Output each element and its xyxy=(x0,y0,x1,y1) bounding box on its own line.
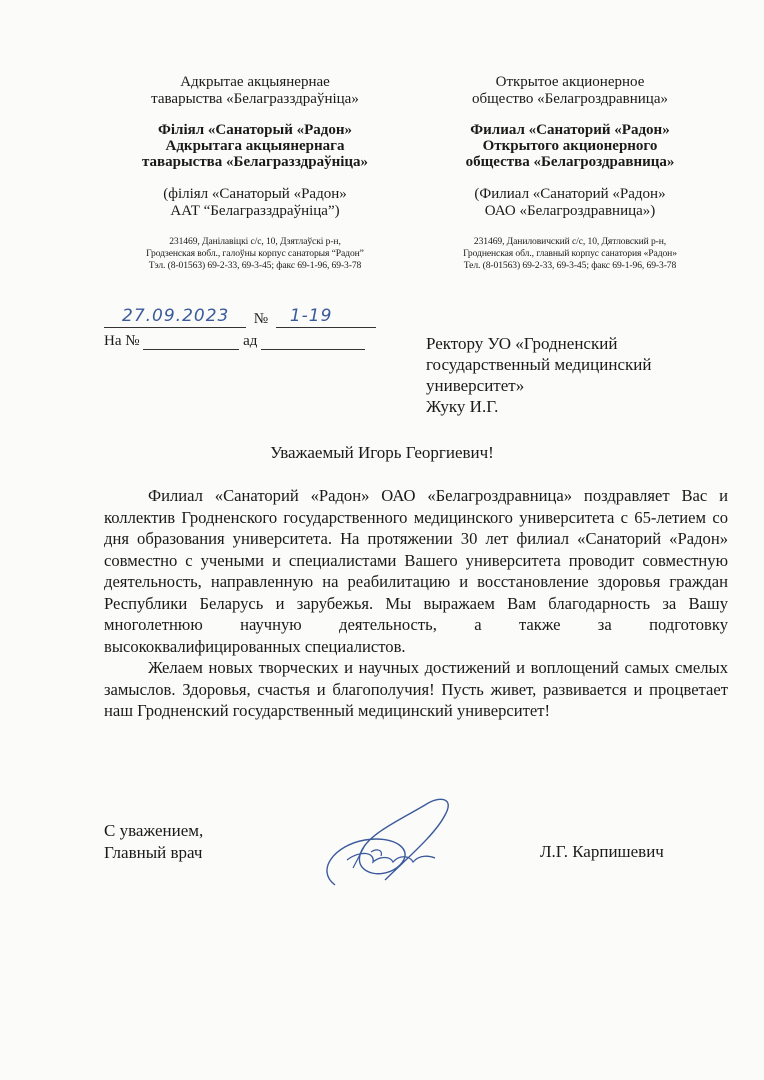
body-paragraph: Желаем новых творческих и научных достижений и воплощений самых смелых замыслов. Здоровья, счастья и благополучия! Пусть живет, развивается и процветает наш Гродненский государственный медицинский университет! xyxy=(104,658,728,720)
short-name-by: (філіял «Санаторый «Радон» ААТ “Белагразздраўніца”) xyxy=(163,186,347,219)
letter-body xyxy=(104,485,728,722)
reply-from-label: ад xyxy=(243,333,258,349)
closing: С уважением, Главный врач xyxy=(104,821,204,862)
branch-name-by: Філіял «Санаторый «Радон» Адкрытага акцыянернага таварыства «Белагразздраўніца» xyxy=(141,122,369,170)
number-label: № xyxy=(253,311,269,327)
addressee: Ректору УО «Гродненский государственный медицинский университет» Жуку И.Г. xyxy=(426,334,652,416)
address-by: 231469, Данілавіцкі с/с, 10, Дзятлаўскі р-н, Гродзенская вобл., галоўны корпус санаторыя “Радон” Тэл. (8-01563) 69-2-33, 69-3-45; факс 69-1-96, 69-3-78 xyxy=(146,236,364,271)
short-name-ru: (Филиал «Санаторий «Радон» ОАО «Белагроздравница») xyxy=(474,186,666,219)
reply-label: На № xyxy=(104,333,140,349)
org-name-ru: Открытое акционерное общество «Белагроздравница» xyxy=(472,74,668,107)
salutation: Уважаемый Игорь Георгиевич! xyxy=(270,443,494,462)
signer-name: Л.Г. Карпишевич xyxy=(540,842,664,861)
reply-date-field xyxy=(261,333,365,350)
signature-image xyxy=(305,790,485,900)
handwritten-number: 1-19 xyxy=(289,306,333,326)
branch-name-ru: Филиал «Санаторий «Радон» Открытого акционерного общества «Белагроздравница» xyxy=(465,122,675,170)
date-field xyxy=(104,306,246,328)
number-field xyxy=(276,306,376,328)
org-name-by: Адкрытае акцыянернае таварыства «Белагразздраўніца» xyxy=(151,74,359,107)
header-left-belarusian xyxy=(100,74,410,272)
reply-line xyxy=(104,333,365,350)
reply-number-field xyxy=(143,333,239,350)
handwritten-date: 27.09.2023 xyxy=(122,306,230,326)
registration-line xyxy=(104,306,376,328)
header-right-russian xyxy=(420,74,720,272)
address-ru: 231469, Даниловичский с/с, 10, Дятловский р-н, Гродненская обл., главный корпус санатория «Радон» Тел. (8-01563) 69-2-33, 69-3-45; факс 69-1-96, 69-3-78 xyxy=(463,236,677,271)
body-paragraph: Филиал «Санаторий «Радон» ОАО «Белагроздравница» поздравляет Вас и коллектив Гродненского государственного медицинского университета с 65-летием со дня образования университета. На протяжении 30 лет филиал «Санаторий «Радон» совместно с учеными и специалистами Вашего университета проводит совместную деятельность, направленную на реабилитацию и восстановление здоровья граждан Республики Беларусь и зарубежья. Мы выражаем Вам благодарность за Вашу многолетнюю научную деятельность, а также за подготовку высококвалифицированных специалистов. xyxy=(104,486,728,656)
